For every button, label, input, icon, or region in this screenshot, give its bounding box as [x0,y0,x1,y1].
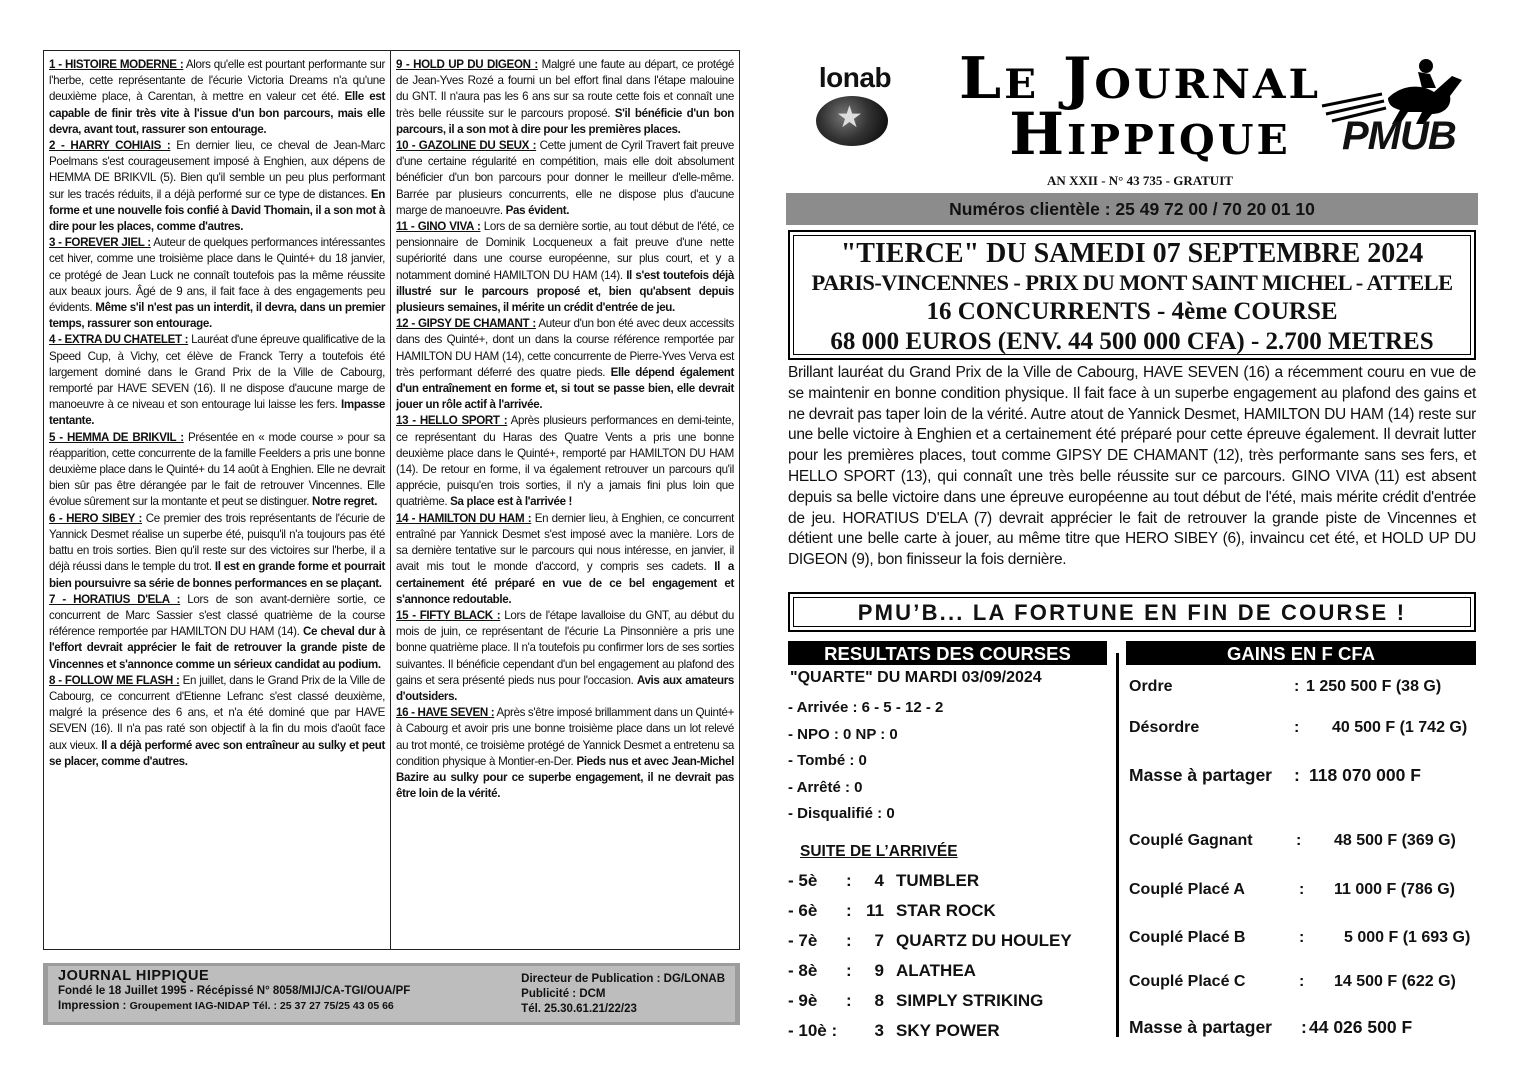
horse-name: 2 - HARRY COHIAIS : [49,139,171,153]
gain-value: 44 026 500 F [1309,1017,1413,1037]
quarte-title: "QUARTE" DU MARDI 03/09/2024 [790,669,1042,686]
horse-verdict: Il a certainement été préparé en vue de ce bel engagement et s'annonce redoutable. [396,560,734,606]
horse-comment: Après plusieurs performances en demi-teinte, ce représentant du Haras des Quatre Vents a pris une bonne deuxième place dans le Quinté+, remporté par HAMILTON DU HAM (14). De retour en forme, il va également retrouver un parcours qu'il apprécie, puisqu'en trois sorties, il n'y a jamais fini plus loin que quatrième. [396,414,734,509]
horse-verdict: Sa place est à l'arrivée ! [450,495,573,509]
result-line: - Disqualifié : 0 [788,805,895,822]
suite-number: 3 [874,1021,884,1040]
results-section [788,669,1108,828]
horse-entry [396,413,734,510]
horse-verdict: Elle dépend également d'un entraînement en forme et, si tout se passe bien, elle devrait jouer un rôle actif à l'arrivée. [396,365,734,412]
gain-label: Masse à partager [1129,765,1272,785]
slogan-box [788,592,1476,632]
results-header: RESULTATS DES COURSES [788,641,1107,665]
star-icon: ★ [836,101,863,134]
horse-verdict: En forme et une nouvelle fois confié à David Thomain, il a son mot à dire pour les places, comme d'autres. [49,187,385,234]
gain-value: 5 000 F (1 693 G) [1344,929,1471,946]
imprint-phone: Tél. 25.30.61.21/22/23 [521,1003,637,1015]
horse-name: 8 - FOLLOW ME FLASH : [49,673,180,687]
horse-entry [49,511,385,592]
suite-colon: : [846,931,852,950]
horse-entry [396,608,734,705]
gain-value: 1 250 500 F (38 G) [1306,678,1442,695]
suite-row [788,897,1108,927]
horse-comment: Cette jument de Cyril Travert fait preuve d'une certaine régularité en compétition, mais elle doit absolument bénéficier d'un bon parcours pour donner le meilleur d'elle-même. Barrée par plusieurs concurrents, elle ne dispose plus d'aucune marge de manoeuvre. [396,139,734,217]
horse-name: 3 - FOREVER JIEL : [49,236,151,250]
horse-name: 9 - HOLD UP DU DIGEON : [396,58,538,71]
horse-comment: En juillet, dans le Grand Prix de la Ville de Cabourg, ce concurrent d'Etienne Lefranc s'est classé deuxième, malgré la présence des 6 ans, et n'a été dominé que par HAVE SEVEN (16). Il n'a pas raté son objectif à la fin du mois d'août face aux vieux. [49,673,385,752]
horse-comment: Lors de sa dernière sortie, au tout début de l'été, ce pensionnaire de Dominik Locqueneux a fait preuve d'une nette supériorité dans une course européenne, sur plus court, et y a notamment dominé HAMILTON DU HAM (14). [396,220,734,282]
suite-horse: STAR ROCK [896,901,996,920]
horse-comment: Malgré une faute au départ, ce protégé de Jean-Yves Rozé a fourni un bel effort final dans l'étape malouine du GNT. Il n'aura pas les 6 ans sur sa route cette fois et connaît une très belle réussite sur le parcours proposé. [396,58,734,120]
gain-colon: : [1294,678,1300,695]
horse-comment: Alors qu'elle est pourtant performante sur l'herbe, cette représentante de l'écurie Victoria Dreams n'a qu'une deuxième place, à Carentan, à mettre en valeur cet été. [49,58,385,104]
analysis-columns [43,50,740,950]
suite-row [788,927,1108,957]
horse-name: 5 - HEMMA DE BRIKVIL : [49,430,184,444]
horse-entry [49,138,385,235]
horse-comment: Ce premier des trois représentants de l'écurie de Yannick Desmet réalise un superbe été, puisqu'il n'a toujours pas été battu en trois sorties. Bien qu'il reste sur des victoires sur l'herbe, il a déjà réussi dans le temple du trot. [49,511,385,574]
horse-verdict: Pas évident. [505,203,570,217]
horse-comment: En dernier lieu, à Enghien, ce concurrent entraîné par Yannick Desmet s'est imposé avec la manière. Lors de sa dernière tentative sur le parcours qui nous intéresse, en janvier, il avait mis tout le monde d'accord, y compris ses cadets. [396,511,735,574]
result-line: - Tombé : 0 [788,752,867,769]
suite-number: 8 [874,991,884,1010]
suite-row [788,1017,1108,1047]
result-line: - Arrivée : 6 - 5 - 12 - 2 [788,699,944,716]
imprint-advertising: Publicité : DCM [521,988,606,1000]
horse-name: 7 - HORATIUS D'ELA : [49,592,181,606]
imprint-right [521,969,725,1019]
suite-place: - 10è : [788,1021,838,1040]
suite-horse: TUMBLER [896,871,980,890]
horse-verdict: Il a déjà performé avec son entraîneur au sulky et peut se placer, comme d'autres. [49,738,385,768]
horse-entry [396,138,734,219]
result-line: - Arrêté : 0 [788,778,863,796]
horse-verdict: Ce cheval dur à l'effort devrait apprécier le fait de retrouver la grande piste de Vincennes et s'annonce comme un sérieux candidat au podium. [49,625,385,671]
gain-colon: : [1301,1017,1307,1037]
gain-colon: : [1299,973,1305,990]
horse-name: 6 - HERO SIBEY : [49,511,143,525]
horse-verdict: Avis aux amateurs d'outsiders. [396,673,734,703]
horse-verdict: S'il bénéficie d'un bon parcours, il a son mot à dire pour les premières places. [396,106,734,136]
column-left [44,51,391,949]
horse-entry [396,219,734,316]
horse-comment: Lauréat d'une épreuve qualificative de la Speed Cup, à Vichy, cet élève de Franck Terry a toutefois été largement dominé dans le Grand Prix de la Ville de Cabourg, remporté par HAVE SEVEN (16). Il ne dispose d'aucune marge de manoeuvre à ce niveau et son entourage lui laisse les fers. [49,333,385,412]
suite-place: - 6è [788,901,818,920]
column-divider [1116,653,1119,1037]
horse-name: 12 - GIPSY DE CHAMANT : [396,317,536,331]
result-line: - NPO : 0 NP : 0 [788,725,898,743]
gain-colon: : [1299,881,1305,898]
horse-entry [396,511,734,608]
gain-colon: : [1294,719,1300,736]
gain-colon: : [1299,929,1305,946]
horse-verdict: Elle est capable de finir très vite à l'issue d'un bon parcours, mais elle devra, avant tout, rassurer son entourage. [49,90,385,136]
horse-comment: En dernier lieu, ce cheval de Jean-Marc Poelmans s'est courageusement imposé à Enghien, aux dépens de HEMMA DE BRIKVIL (5). Bien qu'il semble un peu plus performant sur les tracés réduits, il a déjà performé sur ce type de distances. [49,139,385,201]
gain-value: 118 070 000 F [1309,765,1421,785]
gain-label: Ordre [1129,678,1173,695]
horse-name: 10 - GAZOLINE DU SEUX : [396,139,537,153]
journal-title-line1: Le Journal [958,45,1322,113]
suite-place: - 8è [788,961,818,980]
suite-horse: ALATHEA [896,961,976,980]
suite-row [788,957,1108,987]
gain-colon: : [1296,832,1302,849]
gain-value: 11 000 F (786 G) [1334,881,1455,898]
column-right [391,51,739,949]
gain-label: Désordre [1129,719,1200,736]
horse-entry [396,316,734,413]
gain-label: Couplé Placé C [1129,973,1246,990]
suite-place: - 5è [788,871,818,890]
horse-entry [396,705,734,802]
gain-label: Masse à partager [1129,1017,1272,1037]
horse-name: 1 - HISTOIRE MODERNE : [49,58,184,71]
results-list [788,695,1108,828]
gain-value: 40 500 F (1 742 G) [1332,719,1468,736]
journal-title-line2: Hippique [1009,100,1291,168]
gain-label: Couplé Placé A [1129,881,1245,898]
suite-place: - 9è [788,991,818,1010]
horse-entry [49,332,385,429]
gain-value: 14 500 F (622 G) [1334,973,1456,990]
suite-number: 7 [874,931,884,950]
suite-horse: SKY POWER [896,1021,1000,1040]
imprint-title: JOURNAL HIPPIQUE [58,968,210,984]
gain-label: Couplé Gagnant [1129,832,1253,849]
horse-name: 4 - EXTRA DU CHATELET : [49,333,189,347]
gain-label: Couplé Placé B [1129,929,1246,946]
horse-verdict: Pieds nus et avec Jean-Michel Bazire au sulky pour ce superbe engagement, il ne devrait pas être loin de la vérité. [396,754,734,801]
suite-horse: QUARTZ DU HOULEY [896,931,1072,950]
issue-number: AN XXII - N° 43 735 - GRATUIT [1047,173,1233,188]
horse-name: 15 - FIFTY BLACK : [396,608,501,622]
suite-number: 11 [866,901,884,920]
horse-comment: Présentée en « mode course » pour sa réapparition, cette concurrente de la famille Feelders a pris une bonne deuxième place dans le Quinté+ du 14 août à Enghien. Elle ne devrait bien sûr pas être dérangée par le fait de retrouver Vincennes. Elle évolue sûrement sur la montante et peut se distinguer. [49,430,385,509]
pmub-logo: PMUB [1312,54,1472,164]
suite-list [788,867,1108,1047]
horse-entry [49,430,385,511]
horse-entry [49,57,385,138]
suite-row [788,867,1108,897]
race-title: "TIERCE" DU SAMEDI 07 SEPTEMBRE 2024 [840,238,1424,269]
gains-header: GAINS EN F CFA [1126,641,1476,665]
horse-comment: Lors de son avant-dernière sortie, ce concurrent de Marc Sassier s'est classé quatrième de la course référence remportée par HAMILTON DU HAM (14). [49,592,385,639]
horse-verdict: Impasse tentante. [49,398,385,428]
horse-comment: Après s'être imposé brillamment dans un Quinté+ à Cabourg et avoir pris une bonne troisième place dans un lot relevé au trot monté, ce troisième protégé de Yannick Desmet a entretenu sa condition physique à Montier-en-Der. [396,706,734,768]
suite-colon: : [846,961,852,980]
horse-verdict: Il s'est toutefois déjà illustré sur le parcours proposé et, bien qu'absent depuis plusieurs semaines, il mérite un crédit d'entrée de jeu. [396,268,734,315]
customer-numbers-bar: Numéros clientèle : 25 49 72 00 / 70 20 01 10 [786,193,1478,225]
gain-colon: : [1294,765,1300,785]
imprint-line: Fondé le 18 Juillet 1995 - Récépissé N° 8058/MIJ/CA-TGI/OUA/PF [58,985,411,997]
horse-entry [49,235,385,332]
gain-value: 48 500 F (369 G) [1334,832,1456,849]
horse-verdict: Il est en grande forme et pourrait bien poursuivre sa série de bonnes performances en se plaçant. [49,560,385,590]
horse-name: 14 - HAMILTON DU HAM : [396,511,532,525]
suite-colon: : [846,871,852,890]
suite-row [788,987,1108,1017]
horse-name: 11 - GINO VIVA : [396,220,481,234]
horse-entry [49,592,385,673]
race-prize: 68 000 EUROS (ENV. 44 500 000 CFA) - 2.700 METRES [830,328,1434,355]
suite-horse: SIMPLY STRIKING [896,991,1044,1010]
suite-number: 4 [874,871,884,890]
imprint-director: Directeur de Publication : DG/LONAB [521,973,725,985]
race-runners: 16 CONCURRENTS - 4ème COURSE [926,298,1338,325]
lonab-logo: lonab ★ [808,62,902,162]
suite-colon: : [846,901,852,920]
imprint-line: Impression : Groupement IAG-NIDAP Tél. : 25 37 27 75/25 43 05 66 [58,1000,394,1012]
suite-colon: : [846,991,852,1010]
horse-name: 13 - HELLO SPORT : [396,414,508,428]
horse-comment: Lors de l'étape lavalloise du GNT, au début du mois de juin, ce représentant de l'écurie La Pinsonnière a pris une bonne quatrième place. Il n'a toutefois pu confirmer lors de ses sorties suivantes. Il bénéficie cependant d'un bel engagement au plafond des gains et sera présenté pieds nus pour l'occasion. [396,608,735,687]
horse-verdict: Notre regret. [312,495,378,509]
slogan: PMU’B... LA FORTUNE EN FIN DE COURSE ! [793,597,1471,627]
horse-entry [49,673,385,770]
imprint-left [58,969,410,1019]
race-venue: PARIS-VINCENNES - PRIX DU MONT SAINT MICHEL - ATTELE [811,270,1453,295]
suite-title: SUITE DE L’ARRIVÉE [800,843,958,860]
horse-comment: Auteur d'un bon été avec deux accessits dans des Quinté+, dont un dans la course référence remportée par HAMILTON DU HAM (14), cette concurrente de Pierre-Yves Verva est très performant déferré des quatre pieds. [396,317,734,379]
suite-number: 9 [874,961,884,980]
race-analysis: Brillant lauréat du Grand Prix de la Ville de Cabourg, HAVE SEVEN (16) a récemment couru en vue de se maintenir en bonne condition physique. Il fait face à un superbe engagement au plafond des gains et ne devrait pas taper loin de la vérité. Autre atout de Yannick Desmet, HAMILTON DU HAM (14) reste sur une belle victoire à Enghien et a certainement été préparé pour cette épreuve également. Il devrait lutter pour les premières places, tout comme GIPSY DE CHAMANT (12), très performante sans ses fers, et HELLO SPORT (13), qui connaît une très belle réussite sur ce parcours. GINO VIVA (11) est absent depuis sa belle victoire dans une épreuve européenne au tout début de l'été, mais mérite crédit d'entrée de jeu. HORATIUS D'ELA (7) devrait apprécier le fait de retrouver la grande piste de Vincennes et détient une belle carte à jouer, au même titre que HERO SIBEY (6), invaincu cet été, et HOLD UP DU DIGEON (9), bon finisseur la fois dernière. [788,364,1476,569]
horse-entry [396,57,734,138]
imprint-box [43,963,740,1025]
suite-place: - 7è [788,931,818,950]
masthead [800,42,1480,192]
horse-verdict: Même s'il n'est pas un interdit, il devra, dans un premier temps, rassurer son entourage. [49,301,385,331]
horse-name: 16 - HAVE SEVEN : [396,706,495,720]
horse-comment: Auteur de quelques performances intéressantes cet hiver, comme une troisième place dans le Quinté+ du 18 janvier, ce protégé de Jean Luck ne connaît toutefois pas la même réussite aux beaux jours. Âgé de 9 ans, il fait face à des engagements peu évidents. [49,236,385,315]
race-title-box [788,230,1476,360]
